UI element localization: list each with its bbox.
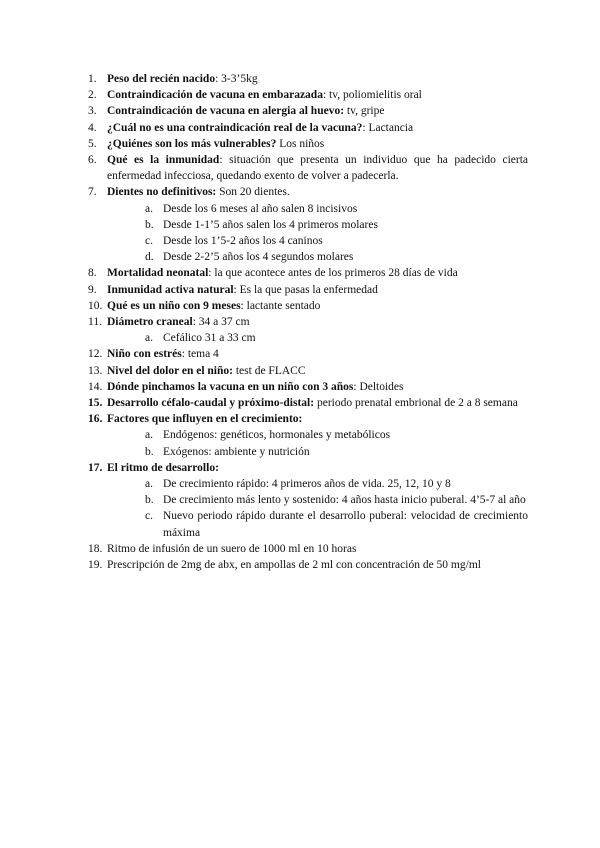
item-text: la que acontece antes de los primeros 28 días de vida (214, 267, 458, 280)
list-item (88, 557, 528, 573)
item-number: 8. (88, 267, 97, 280)
list-item (88, 411, 528, 460)
item-number: 19. (88, 559, 103, 572)
sub-item-letter: d. (145, 251, 154, 264)
sub-list (107, 330, 528, 346)
sub-item-letter: a. (145, 202, 153, 215)
sub-item (107, 201, 528, 217)
sub-list (107, 201, 528, 266)
list-item (88, 184, 528, 265)
item-label: Peso del recién nacido (107, 73, 216, 85)
item-number: 11. (88, 316, 102, 329)
sub-item-text: De crecimiento más lento y sostenido: 4 años hasta inicio puberal. 4’5-7 al año (163, 494, 526, 507)
item-label: Inmunidad activa natural (107, 283, 234, 296)
item-number: 13. (88, 364, 103, 377)
sub-item-text: Desde los 1’5-2 años los 4 caninos (163, 235, 323, 248)
sub-item (107, 217, 528, 233)
item-label: Factores que influyen en el crecimiento: (107, 413, 303, 426)
item-number: 2. (88, 89, 97, 102)
item-text: Son 20 dientes. (219, 186, 290, 199)
item-label: Dientes no definitivos: (107, 186, 217, 199)
sub-item-text: Desde los 6 meses al año salen 8 incisivos (163, 202, 358, 215)
sub-item-letter: b. (145, 494, 154, 507)
sub-item-letter: a. (145, 332, 153, 345)
item-label: Mortalidad neonatal (107, 267, 209, 280)
item-label: ¿Quiénes son los más vulnerables? (107, 137, 277, 150)
sub-item (107, 249, 528, 265)
list-item: 9. Inmunidad activa natural: Es la que pasas la enfermedad (88, 282, 528, 298)
list-item (88, 363, 528, 379)
list-item: 4. ¿Cuál no es una contraindicación real de la vacuna?: Lactancia (88, 120, 528, 136)
item-label: Nivel del dolor en el niño: (107, 364, 233, 377)
item-label: Contraindicación de vacuna en alergia al huevo: (107, 105, 345, 118)
item-label: Qué es la inmunidad (107, 154, 220, 167)
item-number: 9. (88, 283, 97, 296)
sub-item-letter: c. (145, 510, 153, 523)
list-item (88, 541, 528, 557)
sub-item-letter: b. (145, 218, 154, 231)
item-text: 3-3’5kg (221, 73, 258, 85)
sub-item (107, 508, 528, 540)
item-number: 18. (88, 542, 103, 555)
list-item (88, 136, 528, 152)
list-item: 1. Peso del recién nacido: 3-3’5kg (88, 71, 528, 87)
item-label: Diámetro craneal (107, 316, 193, 329)
list-item: 6. Qué es la inmunidad: situación que presenta un individuo que ha padecido cierta enfermedad infecciosa, quedando exento de volver a padecerla. (88, 154, 528, 183)
item-label: ¿Cuál no es una contraindicación real de la vacuna? (107, 121, 363, 134)
sub-item-letter: b. (145, 445, 154, 458)
sub-item-text: Desde 2-2’5 años los 4 segundos molares (163, 251, 354, 264)
item-number: 10. (88, 299, 103, 312)
item-text: Deltoides (359, 380, 404, 393)
item-label: Desarrollo céfalo-caudal y próximo-distal: (107, 397, 315, 410)
item-number: 14. (88, 380, 103, 393)
item-text: Ritmo de infusión de un suero de 1000 ml en 10 horas (107, 542, 357, 555)
item-text: tema 4 (187, 348, 219, 361)
item-text: Lactancia (368, 121, 414, 134)
sub-item (107, 427, 528, 443)
list-item: 11. Diámetro craneal: 34 a 37 cm a. Cefálico 31 a 33 cm (88, 314, 528, 346)
sub-item (107, 233, 528, 249)
list-item (88, 103, 528, 119)
sub-item-letter: c. (145, 235, 153, 248)
list-item: 14. Dónde pinchamos la vacuna en un niño con 3 años: Deltoides (88, 379, 528, 395)
item-number: 6. (88, 154, 97, 167)
item-number: 17. (88, 461, 103, 474)
list-item: 2. Contraindicación de vacuna en embarazada: tv, poliomielitis oral (88, 87, 528, 103)
item-number: 12. (88, 348, 103, 361)
sub-item (107, 476, 528, 492)
sub-item-text: Exógenos: ambiente y nutrición (163, 445, 310, 458)
list-item: 10. Qué es un niño con 9 meses: lactante sentado (88, 298, 528, 314)
sub-list (107, 476, 528, 541)
item-label: Niño con estrés (107, 348, 182, 361)
item-number: 16. (88, 413, 103, 426)
item-label: Qué es un niño con 9 meses (107, 299, 241, 312)
list-item: 8. Mortalidad neonatal: la que acontece antes de los primeros 28 días de vida (88, 265, 528, 281)
item-number: 7. (88, 186, 97, 199)
item-text: lactante sentado (246, 299, 321, 312)
item-text: periodo prenatal embrional de 2 a 8 semana (316, 397, 518, 410)
sub-item-letter: a. (145, 429, 153, 442)
sub-item-letter: a. (145, 478, 153, 491)
sub-item-text: Endógenos: genéticos, hormonales y metabólicos (163, 429, 391, 442)
item-number: 5. (88, 137, 97, 150)
item-text: situación que presenta un individuo que ha padecido cierta enfermedad infecciosa, quedando exento de volver a padecerla. (107, 154, 528, 183)
item-text: Es la que pasas la enfermedad (239, 283, 378, 296)
sub-item-text: De crecimiento rápido: 4 primeros años de vida. 25, 12, 10 y 8 (163, 478, 451, 491)
sub-item (107, 444, 528, 460)
list-item (88, 395, 528, 411)
item-text: tv, poliomielitis oral (329, 89, 422, 102)
sub-item (107, 492, 528, 508)
item-label: Contraindicación de vacuna en embarazada (107, 89, 323, 102)
item-text: test de FLACC (235, 364, 306, 377)
sub-item-text: Cefálico 31 a 33 cm (163, 332, 256, 345)
list-item: 12. Niño con estrés: tema 4 (88, 346, 528, 362)
sub-item (107, 330, 528, 346)
sub-list (107, 427, 528, 459)
item-label: Dónde pinchamos la vacuna en un niño con 3 años (107, 380, 354, 393)
item-label: El ritmo de desarrollo: (107, 461, 219, 474)
sub-item-text: Desde 1-1’5 años salen los 4 primeros molares (163, 218, 378, 231)
list-item (88, 460, 528, 541)
item-number: 15. (88, 397, 103, 410)
item-text: Prescripción de 2mg de abx, en ampollas de 2 ml con concentración de 50 mg/ml (107, 559, 481, 572)
item-number: 1. (88, 73, 97, 85)
question-list (88, 71, 528, 573)
item-text: 34 a 37 cm (198, 316, 250, 329)
item-text: Los niños (279, 137, 325, 150)
item-number: 4. (88, 121, 97, 134)
item-text: tv, gripe (346, 105, 385, 118)
sub-item-text: Nuevo periodo rápido durante el desarrollo puberal: velocidad de crecimiento máxima (163, 510, 528, 539)
item-number: 3. (88, 105, 97, 118)
